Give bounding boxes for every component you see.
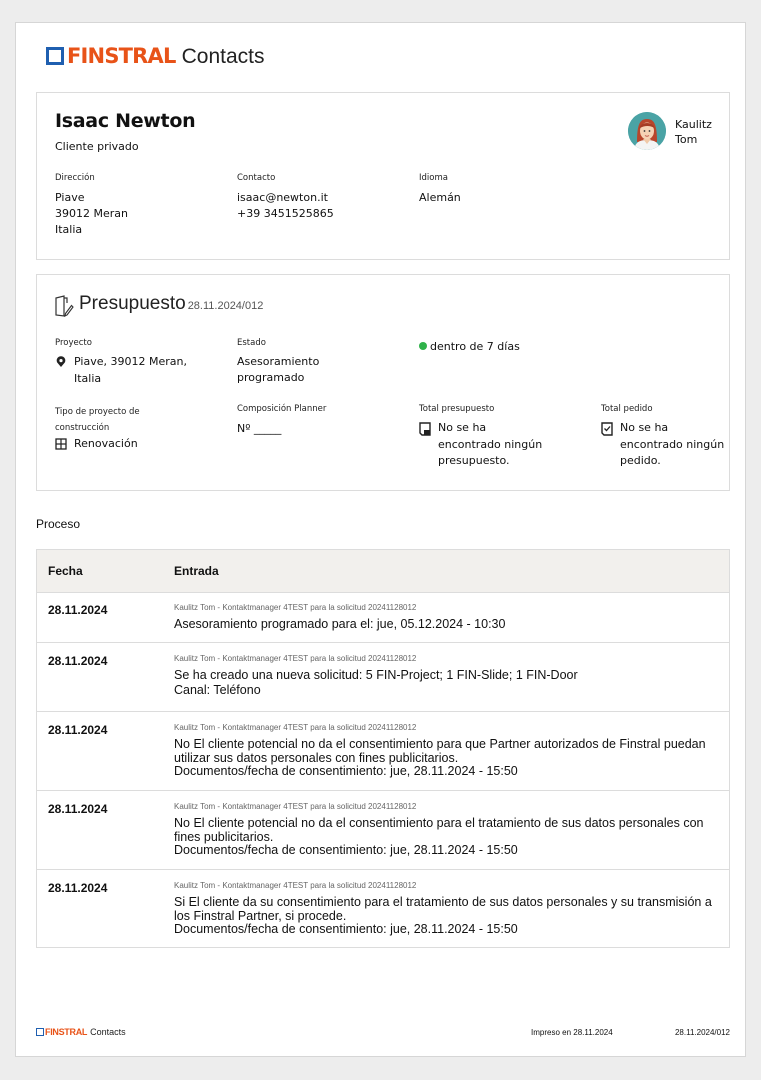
email-link[interactable]: isaac@newton.it xyxy=(237,191,328,204)
contact-value xyxy=(237,190,334,222)
footer-quote-number: 28.11.2024/012 xyxy=(674,1028,730,1037)
agent-name: Kaulitz Tom xyxy=(675,118,712,146)
status-dot-icon xyxy=(419,342,427,350)
project-type-label: Tipo de proyecto de construcción xyxy=(55,407,140,433)
row-date: 28.11.2024 xyxy=(48,603,108,617)
client-name: Isaac Newton xyxy=(55,110,196,132)
row-date: 28.11.2024 xyxy=(48,802,108,816)
total-quote-label: Total presupuesto xyxy=(419,404,495,414)
status-label: Estado xyxy=(237,338,266,348)
col-date: Fecha xyxy=(48,564,83,578)
row-meta: Kaulitz Tom - Kontaktmanager 4TEST para la solicitud 20241128012 xyxy=(174,881,417,890)
row-meta: Kaulitz Tom - Kontaktmanager 4TEST para la solicitud 20241128012 xyxy=(174,723,417,732)
location-gear-icon xyxy=(55,356,67,368)
deadline: dentro de 7 días xyxy=(419,339,520,355)
row-entry: Asesoramiento programado para el: jue, 05.12.2024 - 10:30 xyxy=(174,617,506,631)
footer xyxy=(36,1027,730,1041)
header-logo xyxy=(46,45,264,67)
col-entry: Entrada xyxy=(174,564,219,578)
row-entry: Si El cliente da su consentimiento para el tratamiento de sus datos personales y su transmisión a los Finstral Partner, si procede. Documentos/fecha de consentimiento: jue, 28.11.2024 - 15:50 xyxy=(174,895,712,936)
address-label: Dirección xyxy=(55,173,95,183)
planner-label: Composición Planner xyxy=(237,404,327,414)
planner-value: Nº _____ xyxy=(237,422,282,435)
language-label: Idioma xyxy=(419,173,448,183)
brand-name: FINSTRAL xyxy=(67,43,176,68)
row-date: 28.11.2024 xyxy=(48,881,108,895)
table-row xyxy=(37,593,729,643)
project-value: Piave, 39012 Meran, Italia xyxy=(55,354,187,387)
quote-card xyxy=(36,274,730,491)
avatar-person-icon xyxy=(628,112,666,150)
logo-square-icon xyxy=(46,47,64,65)
row-meta: Kaulitz Tom - Kontaktmanager 4TEST para la solicitud 20241128012 xyxy=(174,603,417,612)
door-pencil-icon xyxy=(54,295,74,317)
table-row xyxy=(37,712,729,791)
status-value: Asesoramiento programado xyxy=(237,355,320,384)
project-type-value: Renovación xyxy=(55,436,138,453)
footer-logo-square-icon xyxy=(36,1028,44,1036)
language-value: Alemán xyxy=(419,191,461,204)
footer-logo: FINSTRAL Contacts xyxy=(36,1027,126,1037)
client-card xyxy=(36,92,730,260)
total-order-value: No se ha encontrado ningún pedido. xyxy=(601,420,724,470)
total-order-label: Total pedido xyxy=(601,404,653,414)
total-quote-value: No se ha encontrado ningún presupuesto. xyxy=(419,420,542,470)
process-table xyxy=(36,549,730,948)
document-icon xyxy=(419,422,431,436)
quote-number: 28.11.2024/012 xyxy=(187,300,264,312)
row-meta: Kaulitz Tom - Kontaktmanager 4TEST para la solicitud 20241128012 xyxy=(174,654,417,663)
table-row xyxy=(37,791,729,870)
project-label: Proyecto xyxy=(55,338,92,348)
footer-printed-date: Impreso en 28.11.2024 xyxy=(531,1028,613,1037)
avatar[interactable] xyxy=(628,112,666,150)
product-name: Contacts xyxy=(181,44,265,68)
quote-title: Presupuesto 28.11.2024/012 xyxy=(79,293,264,314)
order-check-icon xyxy=(601,422,613,436)
row-date: 28.11.2024 xyxy=(48,654,108,668)
address-value: Piave 39012 Meran Italia xyxy=(55,191,128,236)
row-meta: Kaulitz Tom - Kontaktmanager 4TEST para la solicitud 20241128012 xyxy=(174,802,417,811)
table-row xyxy=(37,870,729,947)
row-entry: No El cliente potencial no da el consentimiento para que Partner autorizados de Finstral puedan utilizar sus datos personales con fines publicitarios. Documentos/fecha de consentimiento: jue, 28.11.2024 - 15:50 xyxy=(174,737,706,778)
window-grid-icon xyxy=(55,438,67,450)
phone-link[interactable]: +39 3451525865 xyxy=(237,207,334,220)
client-type: Cliente privado xyxy=(55,140,139,153)
document-page xyxy=(15,22,746,1057)
process-title: Proceso xyxy=(36,517,81,531)
row-date: 28.11.2024 xyxy=(48,723,108,737)
table-header xyxy=(37,550,729,593)
row-entry: No El cliente potencial no da el consentimiento para el tratamiento de sus datos personales con fines publicitarios. Documentos/fecha de consentimiento: jue, 28.11.2024 - 15:50 xyxy=(174,816,704,857)
row-entry: Se ha creado una nueva solicitud: 5 FIN-Project; 1 FIN-Slide; 1 FIN-Door Canal: Teléfono xyxy=(174,668,578,697)
table-row xyxy=(37,643,729,712)
contact-label: Contacto xyxy=(237,173,276,183)
